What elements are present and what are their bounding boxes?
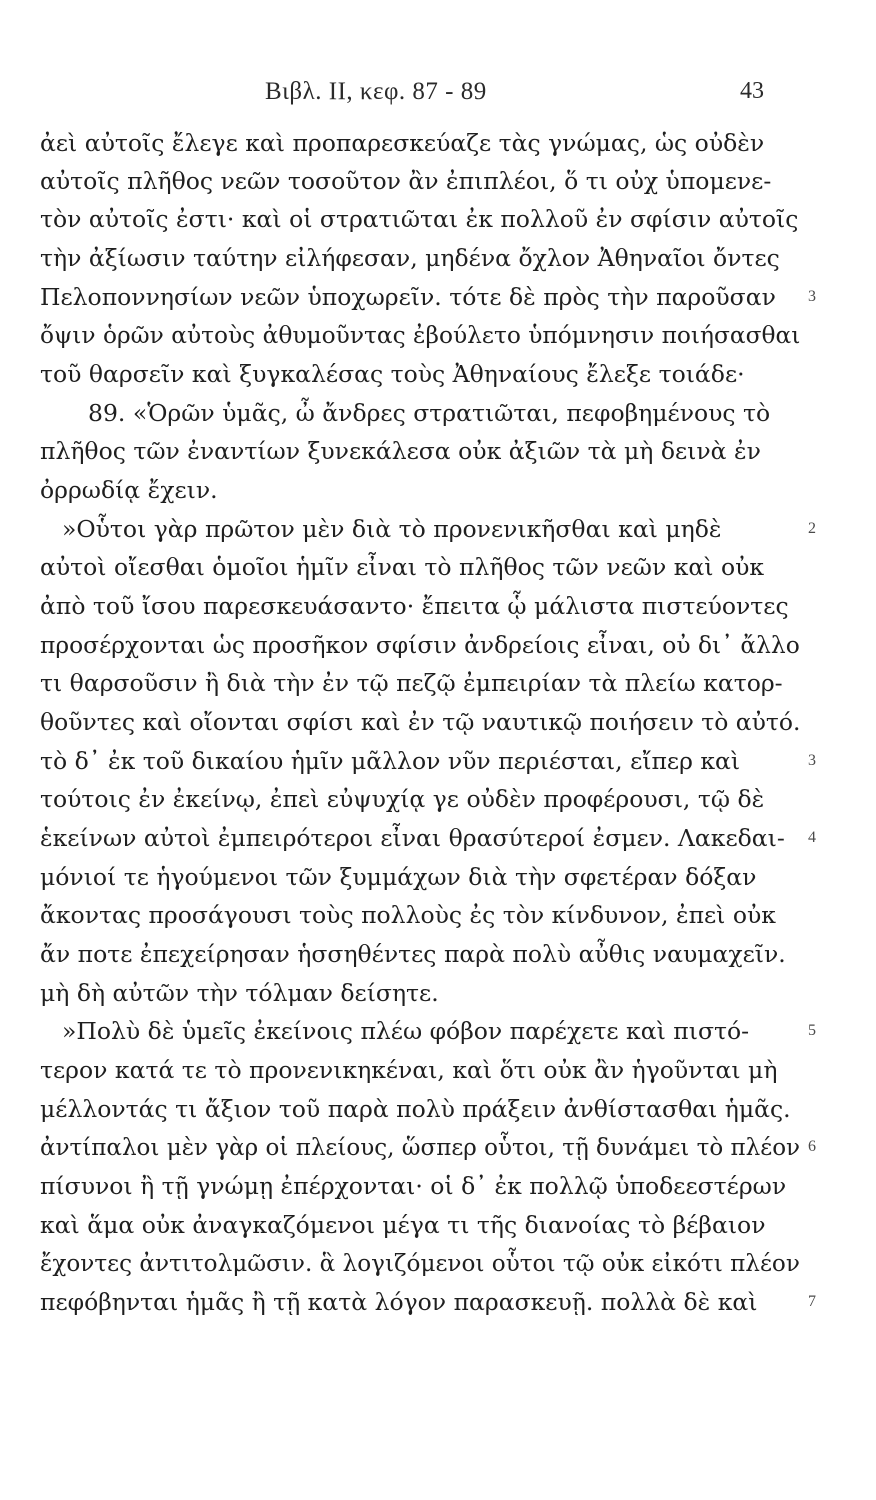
- page-number: 43: [740, 78, 764, 104]
- text-line: ἄν ποτε ἐπεχείρησαν ἡσσηθέντες παρὰ πολὺ αὖθις ναυμαχεῖν.: [40, 940, 786, 968]
- paragraph-start-line: »Οὗτοι γὰρ πρῶτον μὲν διὰ τὸ προνενικῆσθαι καὶ μηδὲ: [62, 515, 722, 543]
- text-line: ἀεὶ αὐτοῖς ἔλεγε καὶ προπαρεσκεύαζε τὰς γνώμας, ὡς οὐδὲν: [40, 129, 765, 157]
- text-line: μέλλοντάς τι ἄξιον τοῦ παρὰ πολὺ πράξειν ἀνθίστασθαι ἡμᾶς.: [40, 1095, 791, 1123]
- text-line: τούτοις ἐν ἐκείνῳ, ἐπεὶ εὐψυχίᾳ γε οὐδὲν προφέρουσι, τῷ δὲ: [40, 785, 765, 813]
- margin-section-number: 4: [808, 829, 816, 846]
- text-line: τι θαρσοῦσιν ἢ διὰ τὴν ἐν τῷ πεζῷ ἐμπειρίαν τὰ πλείω κατορ-: [40, 669, 783, 697]
- margin-section-number: 3: [808, 288, 816, 305]
- text-line: μὴ δὴ αὐτῶν τὴν τόλμαν δείσητε.: [40, 979, 439, 1007]
- text-line: αὐτοὶ οἴεσθαι ὁμοῖοι ἡμῖν εἶναι τὸ πλῆθος τῶν νεῶν καὶ οὐκ: [40, 553, 765, 581]
- text-line: ὀρρωδίᾳ ἔχειν.: [40, 476, 218, 504]
- text-line: ἔχοντες ἀντιτολμῶσιν. ἃ λογιζόμενοι οὗτοι τῷ οὐκ εἰκότι πλέον: [40, 1249, 800, 1277]
- text-line: τὸ δ᾽ ἐκ τοῦ δικαίου ἡμῖν μᾶλλον νῦν περιέσται, εἴπερ καὶ: [40, 747, 741, 775]
- text-line: Πελοποννησίων νεῶν ὑποχωρεῖν. τότε δὲ πρὸς τὴν παροῦσαν: [40, 283, 776, 311]
- paragraph-start-line: »Πολὺ δὲ ὑμεῖς ἐκείνοις πλέω φόβον παρέχετε καὶ πιστό-: [62, 1017, 750, 1045]
- running-head: Βιβλ. ΙΙ, κεφ. 87 - 89: [265, 78, 487, 105]
- text-line: ἀπὸ τοῦ ἴσου παρεσκευάσαντο· ἔπειτα ᾧ μάλιστα πιστεύοντες: [40, 592, 789, 620]
- text-line: θοῦντες καὶ οἴονται σφίσι καὶ ἐν τῷ ναυτικῷ ποιήσειν τὸ αὐτό.: [40, 708, 801, 736]
- text-line: ἀντίπαλοι μὲν γὰρ οἱ πλείους, ὥσπερ οὗτοι, τῇ δυνάμει τὸ πλέον: [40, 1133, 801, 1161]
- text-line: τερον κατά τε τὸ προνενικηκέναι, καὶ ὅτι οὐκ ἂν ἡγοῦνται μὴ: [40, 1056, 778, 1084]
- text-line: πεφόβηνται ἡμᾶς ἢ τῇ κατὰ λόγον παρασκευῇ. πολλὰ δὲ καὶ: [40, 1288, 758, 1316]
- text-line: ἄκοντας προσάγουσι τοὺς πολλοὺς ἐς τὸν κίνδυνον, ἐπεὶ οὐκ: [40, 901, 776, 929]
- margin-section-number: 6: [808, 1138, 816, 1155]
- text-line: αὐτοῖς πλῆθος νεῶν τοσοῦτον ἂν ἐπιπλέοι, ὅ τι οὐχ ὑπομενε-: [40, 167, 772, 195]
- text-line: πίσυνοι ἢ τῇ γνώμῃ ἐπέρχονται· οἱ δ᾽ ἐκ πολλῷ ὑποδεεστέρων: [40, 1172, 787, 1200]
- margin-section-number: 5: [808, 1022, 816, 1039]
- text-line: τὴν ἀξίωσιν ταύτην εἰλήφεσαν, μηδένα ὄχλον Ἀθηναῖοι ὄντες: [40, 244, 780, 272]
- margin-section-number: 7: [808, 1293, 816, 1310]
- text-line: ὄψιν ὁρῶν αὐτοὺς ἀθυμοῦντας ἐβούλετο ὑπόμνησιν ποιήσασθαι: [40, 321, 801, 349]
- text-line: τὸν αὐτοῖς ἐστι· καὶ οἱ στρατιῶται ἐκ πολλοῦ ἐν σφίσιν αὐτοῖς: [40, 205, 799, 233]
- text-line: πλῆθος τῶν ἐναντίων ξυνεκάλεσα οὐκ ἀξιῶν τὰ μὴ δεινὰ ἐν: [40, 437, 761, 465]
- margin-section-number: 3: [808, 752, 816, 769]
- section-start-line: 89. «Ὁρῶν ὑμᾶς, ὦ ἄνδρες στρατιῶται, πεφοβημένους τὸ: [88, 399, 771, 427]
- text-line: ἑκείνων αὐτοὶ ἐμπειρότεροι εἶναι θρασύτεροί ἐσμεν. Λακεδαι-: [40, 824, 785, 852]
- text-line: καὶ ἅμα οὐκ ἀναγκαζόμενοι μέγα τι τῆς διανοίας τὸ βέβαιον: [40, 1211, 766, 1239]
- text-line: μόνιοί τε ἡγούμενοι τῶν ξυμμάχων διὰ τὴν σφετέραν δόξαν: [40, 863, 757, 891]
- text-line: τοῦ θαρσεῖν καὶ ξυγκαλέσας τοὺς Ἀθηναίους ἔλεξε τοιάδε·: [40, 360, 745, 388]
- margin-section-number: 2: [808, 520, 816, 537]
- text-line: προσέρχονται ὡς προσῆκον σφίσιν ἀνδρείοις εἶναι, οὐ δι᾽ ἄλλο: [40, 631, 800, 659]
